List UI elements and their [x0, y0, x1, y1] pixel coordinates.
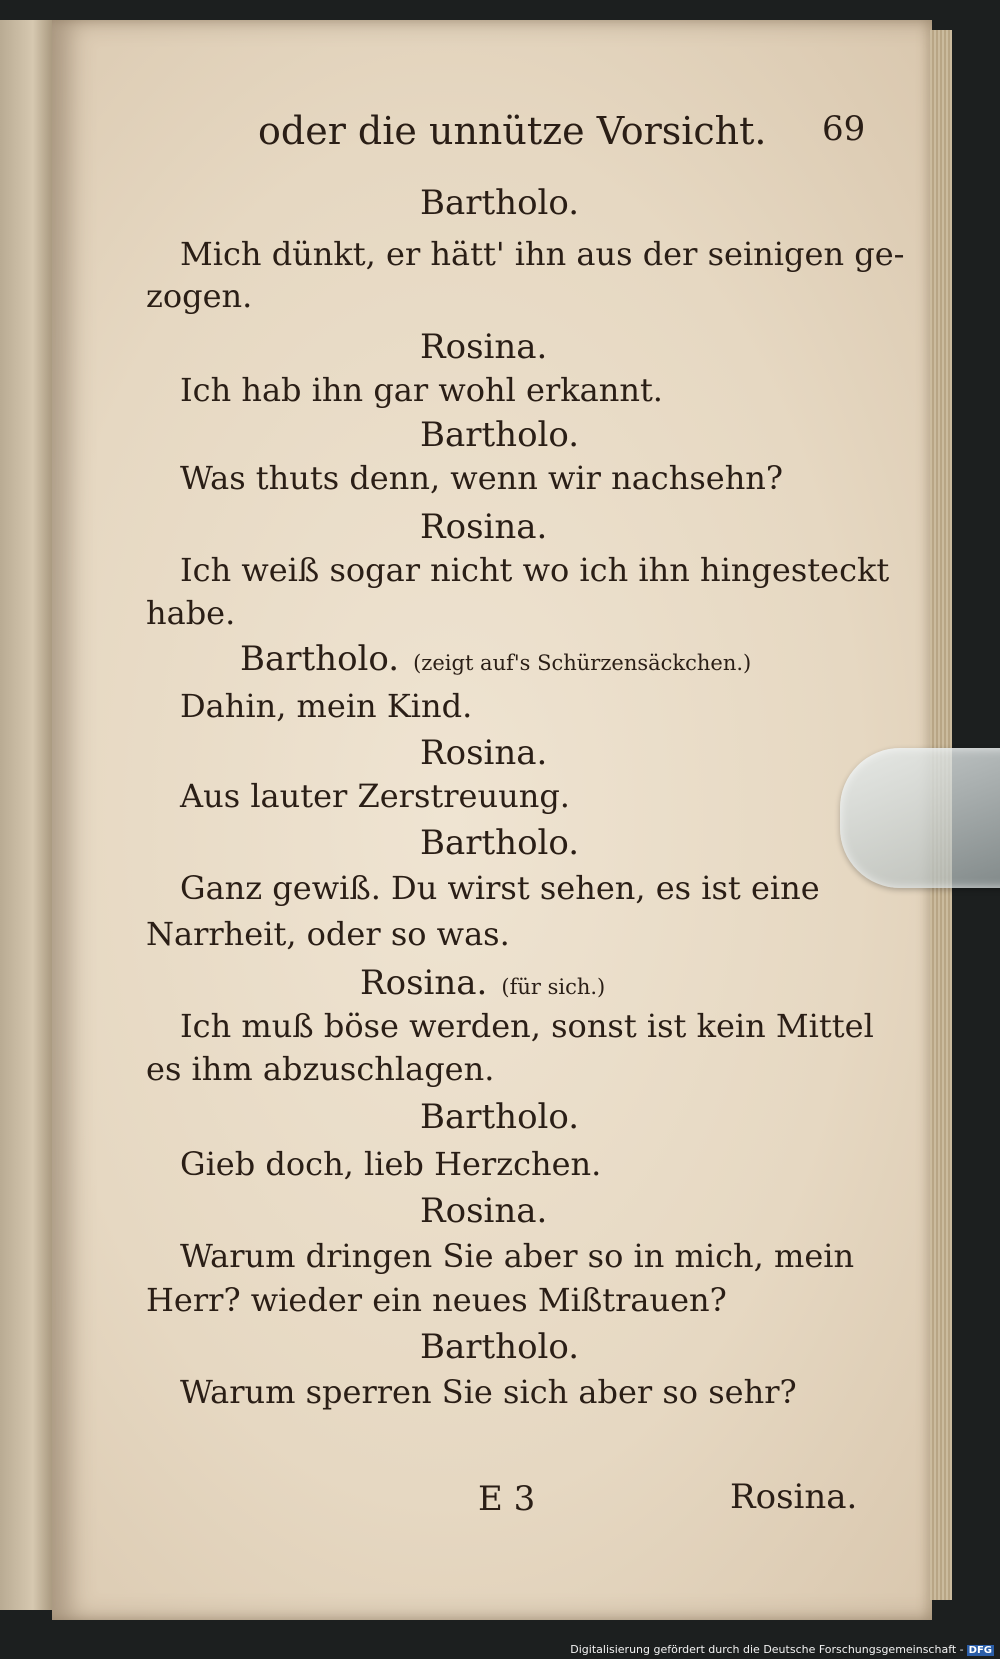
- running-title: oder die unnütze Vorsicht.: [258, 109, 767, 153]
- speaker-name: Rosina.: [420, 327, 548, 367]
- page-holder-clip: [840, 748, 1000, 888]
- speaker-line: [360, 963, 606, 1003]
- speech-line: Ich weiß sogar nicht wo ich ihn hingesteckt: [180, 551, 890, 589]
- credit-bar: [0, 1641, 1000, 1659]
- speech-line: Herr? wieder ein neues Mißtrauen?: [146, 1281, 727, 1319]
- speaker-name: Rosina.: [420, 1191, 548, 1231]
- stage-direction: (zeigt auf's Schürzensäckchen.): [413, 651, 752, 675]
- speech-line: Gieb doch, lieb Herzchen.: [180, 1145, 602, 1183]
- speaker-name: Rosina.: [420, 507, 548, 547]
- speaker-label: Rosina.: [360, 963, 488, 1003]
- speaker-name: Rosina.: [420, 733, 548, 773]
- speaker-name: Bartholo.: [420, 415, 580, 455]
- speaker-name: Bartholo.: [420, 823, 580, 863]
- speaker-name: Bartholo.: [420, 1327, 580, 1367]
- speech-line: habe.: [146, 594, 236, 632]
- signature-mark: E 3: [478, 1479, 536, 1519]
- speech-line: Dahin, mein Kind.: [180, 687, 473, 725]
- speech-line: Was thuts denn, wenn wir nachsehn?: [180, 459, 784, 497]
- speech-line: Mich dünkt, er hätt' ihn aus der seinigen ge-: [180, 235, 905, 273]
- speaker-name: Bartholo.: [420, 183, 580, 223]
- page-number: 69: [822, 109, 866, 149]
- speech-line: zogen.: [146, 277, 253, 315]
- credit-label: Digitalisierung gefördert durch die Deutsche Forschungsgemeinschaft -: [570, 1643, 964, 1656]
- stage-direction: (für sich.): [501, 975, 606, 999]
- speaker-line: [240, 639, 752, 679]
- speech-line: Narrheit, oder so was.: [146, 915, 510, 953]
- catchword: Rosina.: [730, 1477, 858, 1517]
- dfg-logo: DFG: [968, 1645, 992, 1656]
- credit-text: [570, 1643, 994, 1656]
- speech-line: Aus lauter Zerstreuung.: [180, 777, 570, 815]
- speech-line: Ich hab ihn gar wohl erkannt.: [180, 371, 663, 409]
- previous-page-edge: [0, 20, 55, 1610]
- speech-line: Warum sperren Sie sich aber so sehr?: [180, 1373, 797, 1411]
- speaker-label: Bartholo.: [240, 639, 400, 679]
- speech-line: Ich muß böse werden, sonst ist kein Mittel: [180, 1007, 874, 1045]
- speech-line: es ihm abzuschlagen.: [146, 1050, 495, 1088]
- speech-line: Ganz gewiß. Du wirst sehen, es ist eine: [180, 869, 820, 907]
- speaker-name: Bartholo.: [420, 1097, 580, 1137]
- speech-line: Warum dringen Sie aber so in mich, mein: [180, 1237, 855, 1275]
